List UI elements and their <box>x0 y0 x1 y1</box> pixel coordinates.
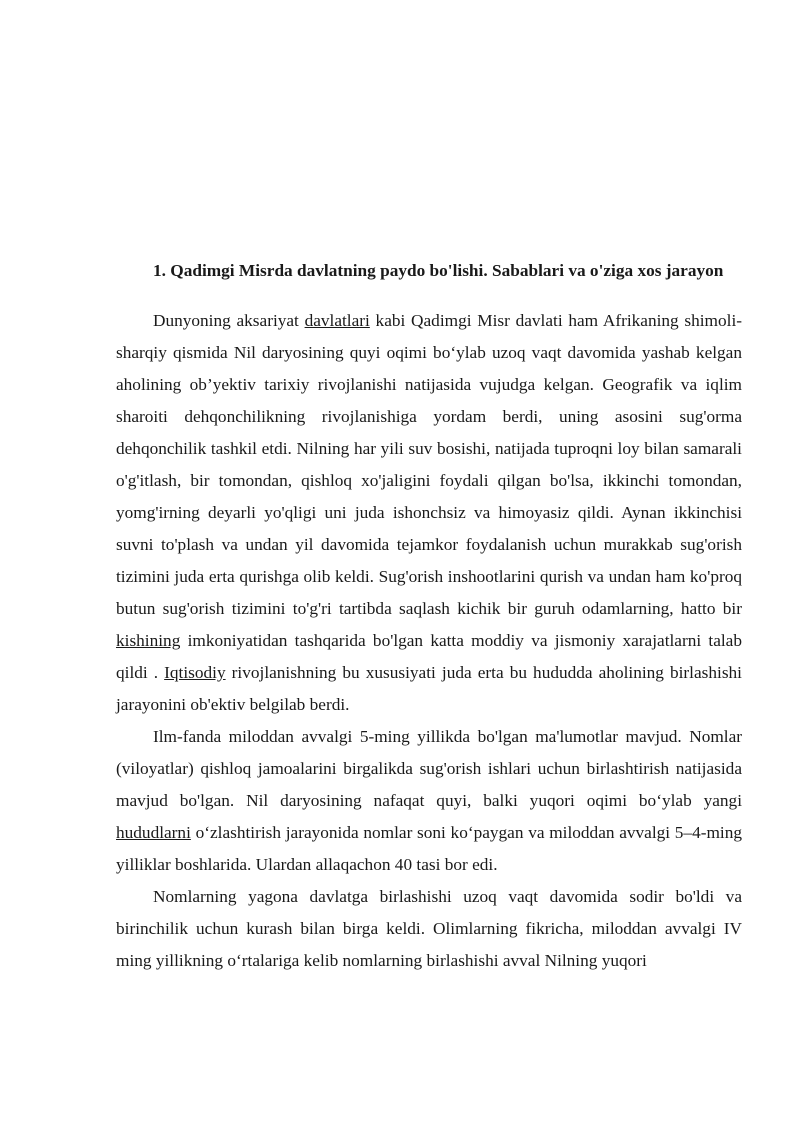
document-body <box>116 255 742 977</box>
paragraph-1 <box>116 305 742 721</box>
paragraph-3 <box>116 881 742 977</box>
paragraph-2 <box>116 721 742 881</box>
paragraph-text: o‘zlashtirish jarayonida nomlar soni ko‘paygan va miloddan avvalgi 5–4-ming yilliklar boshlarida. Ulardan allaqachon 40 tasi bor edi. <box>116 823 742 874</box>
link-hududlarni[interactable]: hududlarni <box>116 823 191 842</box>
paragraph-text: Dunyoning aksariyat <box>153 311 305 330</box>
section-heading: 1. Qadimgi Misrda davlatning paydo bo'lishi. Sabablari va o'ziga xos jarayon <box>153 261 724 280</box>
paragraph-text: Nomlarning yagona davlatga birlashishi uzoq vaqt davomida sodir bo'ldi va birinchilik uchun kurash bilan birga keldi. Olimlarning fikricha, miloddan avvalgi IV ming yillikning o‘rtalariga kelib nomlarning birlashishi avval Nilning yuqori <box>116 887 742 970</box>
link-iqtisodiy[interactable]: Iqtisodiy <box>164 663 226 682</box>
link-davlatlari[interactable]: davlatlari <box>304 311 370 330</box>
link-kishining[interactable]: kishining <box>116 631 181 650</box>
paragraph-text: kabi Qadimgi Misr davlati ham Afrikaning shimoli-sharqiy qismida Nil daryosining quyi oqimi bo‘ylab uzoq vaqt davomida yashab kelgan aholining ob’yektiv tarixiy rivojlanishi natijasida vujudga kelgan. Geografik va iqlim sharoiti dehqonchilikning rivojlanishiga yordam berdi, uning asosini sug'orma dehqonchilik tashkil etdi. Nilning har yili suv bosishi, natijada tuproqni loy bilan samarali o'g'itlash, bir tomondan, qishloq xo'jaligini foydali qilgan bo'lsa, ikkinchi tomondan, yomg'irning deyarli yo'qligi uni juda ishonchsiz va himoyasiz qildi. Aynan ikkinchisi suvni to'plash va undan yil davomida tejamkor foydalanish uchun murakkab sug'orish tizimini juda erta qurishga olib keldi. Sug'orish inshootlarini qurish va undan ham ko'proq butun sug'orish tizimini to'g'ri tartibda saqlash kichik bir guruh odamlarning, hatto bir <box>116 311 743 618</box>
paragraph-text: rivojlanishning bu xususiyati juda erta bu hududda aholining birlashishi jarayonini ob'ektiv belgilab berdi. <box>116 663 742 714</box>
paragraph-text: imkoniyatidan tashqarida bo'lgan katta moddiy va jismoniy xarajatlarni talab qildi . <box>116 631 742 682</box>
paragraph-text: Ilm-fanda miloddan avvalgi 5-ming yillikda bo'lgan ma'lumotlar mavjud. Nomlar (viloyatlar) qishloq jamoalarini birgalikda sug'orish ishlari uchun birlashtirish natijasida mavjud bo'lgan. Nil daryosining nafaqat quyi, balki yuqori oqimi bo‘ylab yangi <box>116 727 742 810</box>
